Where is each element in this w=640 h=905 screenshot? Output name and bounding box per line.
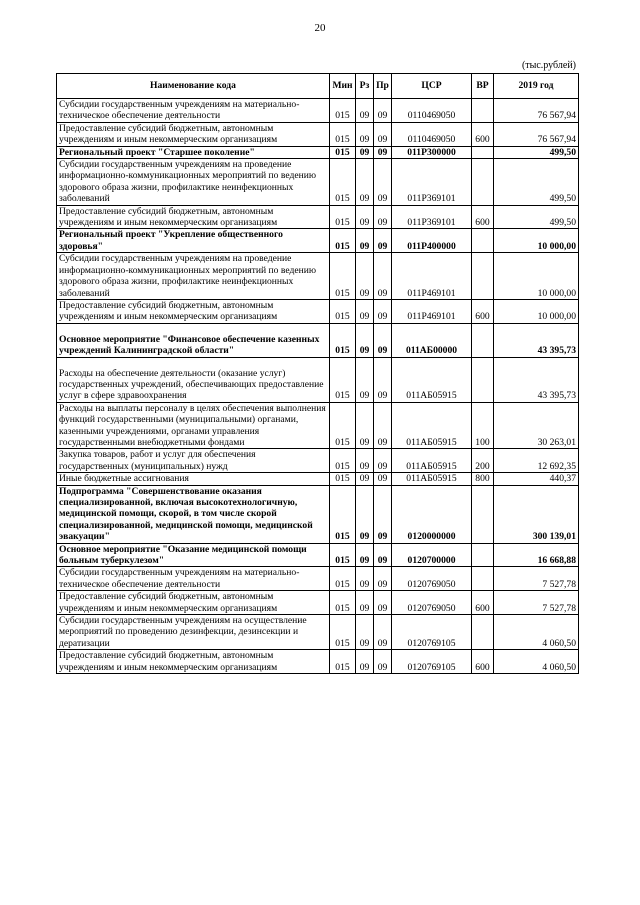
cell-vr [472, 99, 494, 123]
cell-pr: 09 [374, 473, 392, 485]
table-row [57, 357, 579, 402]
cell-pr: 09 [374, 485, 392, 543]
cell-min: 015 [330, 543, 356, 567]
cell-pr: 09 [374, 357, 392, 402]
cell-pr: 09 [374, 650, 392, 674]
cell-csr: 011АБ05915 [392, 357, 472, 402]
cell-amount: 300 139,01 [494, 485, 579, 543]
cell-pr: 09 [374, 299, 392, 323]
cell-amount: 4 060,50 [494, 650, 579, 674]
cell-pr: 09 [374, 253, 392, 300]
table-row [57, 567, 579, 591]
cell-vr: 600 [472, 205, 494, 229]
cell-vr: 600 [472, 591, 494, 615]
cell-amount: 76 567,94 [494, 99, 579, 123]
cell-amount: 10 000,00 [494, 299, 579, 323]
cell-name: Субсидии государственным учреждениям на осуществление мероприятий по проведению дезинфекции, дезинсекции и дератизации [57, 615, 330, 650]
cell-csr: 011P469101 [392, 253, 472, 300]
cell-name: Предоставление субсидий бюджетным, автономным учреждениям и иным некоммерческим организациям [57, 591, 330, 615]
cell-csr: 011P400000 [392, 229, 472, 253]
cell-vr: 600 [472, 122, 494, 146]
cell-vr [472, 253, 494, 300]
cell-rz: 09 [356, 543, 374, 567]
table-row [57, 591, 579, 615]
cell-min: 015 [330, 299, 356, 323]
cell-vr [472, 615, 494, 650]
table-row [57, 159, 579, 206]
cell-rz: 09 [356, 205, 374, 229]
cell-amount: 43 395,73 [494, 323, 579, 357]
cell-csr: 011АБ05915 [392, 402, 472, 449]
cell-rz: 09 [356, 99, 374, 123]
table-row [57, 543, 579, 567]
cell-csr: 0120769105 [392, 650, 472, 674]
cell-min: 015 [330, 402, 356, 449]
cell-rz: 09 [356, 449, 374, 473]
cell-pr: 09 [374, 449, 392, 473]
cell-pr: 09 [374, 122, 392, 146]
cell-amount: 499,50 [494, 205, 579, 229]
cell-min: 015 [330, 205, 356, 229]
cell-vr: 600 [472, 299, 494, 323]
cell-pr: 09 [374, 615, 392, 650]
cell-rz: 09 [356, 402, 374, 449]
cell-min: 015 [330, 99, 356, 123]
header-rz: Рз [356, 74, 374, 99]
cell-csr: 011P300000 [392, 146, 472, 158]
cell-vr [472, 229, 494, 253]
header-csr: ЦСР [392, 74, 472, 99]
cell-min: 015 [330, 357, 356, 402]
cell-min: 015 [330, 229, 356, 253]
cell-vr [472, 357, 494, 402]
cell-min: 015 [330, 159, 356, 206]
cell-pr: 09 [374, 543, 392, 567]
table-body [57, 99, 579, 674]
cell-amount: 7 527,78 [494, 567, 579, 591]
cell-amount: 10 000,00 [494, 253, 579, 300]
cell-csr: 0110469050 [392, 99, 472, 123]
cell-name: Региональный проект "Укрепление общественного здоровья" [57, 229, 330, 253]
cell-vr [472, 323, 494, 357]
table-header-row [57, 74, 579, 99]
table-row [57, 299, 579, 323]
cell-rz: 09 [356, 615, 374, 650]
cell-csr: 0120700000 [392, 543, 472, 567]
cell-name: Иные бюджетные ассигнования [57, 473, 330, 485]
cell-rz: 09 [356, 323, 374, 357]
cell-csr: 0120000000 [392, 485, 472, 543]
cell-csr: 0120769050 [392, 567, 472, 591]
cell-name: Субсидии государственным учреждениям на материально-техническое обеспечение деятельности [57, 567, 330, 591]
cell-rz: 09 [356, 485, 374, 543]
header-pr: Пр [374, 74, 392, 99]
cell-name: Предоставление субсидий бюджетным, автономным учреждениям и иным некоммерческим организациям [57, 205, 330, 229]
cell-rz: 09 [356, 253, 374, 300]
cell-min: 015 [330, 122, 356, 146]
cell-rz: 09 [356, 146, 374, 158]
cell-min: 015 [330, 485, 356, 543]
table-row [57, 253, 579, 300]
cell-amount: 30 263,01 [494, 402, 579, 449]
cell-min: 015 [330, 591, 356, 615]
cell-pr: 09 [374, 567, 392, 591]
cell-rz: 09 [356, 591, 374, 615]
header-year: 2019 год [494, 74, 579, 99]
table-row [57, 205, 579, 229]
header-name: Наименование кода [57, 74, 330, 99]
cell-name: Расходы на обеспечение деятельности (оказание услуг) государственных учреждений, обеспечивающих предоставление услуг в сфере здравоохранения [57, 357, 330, 402]
cell-min: 015 [330, 473, 356, 485]
header-min: Мин [330, 74, 356, 99]
table-row [57, 650, 579, 674]
cell-vr: 600 [472, 650, 494, 674]
table-row [57, 323, 579, 357]
cell-csr: 0120769050 [392, 591, 472, 615]
table-row [57, 485, 579, 543]
cell-csr: 011АБ05915 [392, 449, 472, 473]
table-row [57, 449, 579, 473]
cell-pr: 09 [374, 205, 392, 229]
cell-rz: 09 [356, 650, 374, 674]
cell-pr: 09 [374, 323, 392, 357]
header-vr: ВР [472, 74, 494, 99]
cell-vr [472, 146, 494, 158]
cell-name: Основное мероприятие "Оказание медицинской помощи больным туберкулезом" [57, 543, 330, 567]
cell-vr: 200 [472, 449, 494, 473]
cell-name: Субсидии государственным учреждениям на проведение информационно-коммуникационных мероприятий по ведению здорового образа жизни, профилактике неинфекционных заболеваний [57, 253, 330, 300]
cell-vr: 800 [472, 473, 494, 485]
table-row [57, 402, 579, 449]
cell-pr: 09 [374, 159, 392, 206]
cell-amount: 499,50 [494, 159, 579, 206]
cell-rz: 09 [356, 357, 374, 402]
table-row [57, 122, 579, 146]
cell-pr: 09 [374, 591, 392, 615]
cell-csr: 011P369101 [392, 159, 472, 206]
cell-amount: 16 668,88 [494, 543, 579, 567]
cell-min: 015 [330, 449, 356, 473]
table-row [57, 146, 579, 158]
cell-name: Основное мероприятие "Финансовое обеспечение казенных учреждений Калининградской области" [57, 323, 330, 357]
cell-min: 015 [330, 253, 356, 300]
cell-csr: 011P369101 [392, 205, 472, 229]
cell-pr: 09 [374, 229, 392, 253]
table-row [57, 473, 579, 485]
cell-amount: 10 000,00 [494, 229, 579, 253]
cell-csr: 0120769105 [392, 615, 472, 650]
cell-min: 015 [330, 323, 356, 357]
cell-pr: 09 [374, 99, 392, 123]
cell-name: Предоставление субсидий бюджетным, автономным учреждениям и иным некоммерческим организациям [57, 122, 330, 146]
cell-amount: 440,37 [494, 473, 579, 485]
table-row [57, 229, 579, 253]
cell-amount: 43 395,73 [494, 357, 579, 402]
units-label: (тыс.рублей) [521, 60, 576, 71]
cell-name: Субсидии государственным учреждениям на материально-техническое обеспечение деятельности [57, 99, 330, 123]
cell-rz: 09 [356, 229, 374, 253]
cell-rz: 09 [356, 159, 374, 206]
cell-name: Региональный проект "Старшее поколение" [57, 146, 330, 158]
cell-rz: 09 [356, 299, 374, 323]
cell-vr [472, 485, 494, 543]
cell-csr: 0110469050 [392, 122, 472, 146]
cell-rz: 09 [356, 122, 374, 146]
cell-amount: 12 692,35 [494, 449, 579, 473]
cell-csr: 011АБ00000 [392, 323, 472, 357]
cell-csr: 011АБ05915 [392, 473, 472, 485]
cell-rz: 09 [356, 473, 374, 485]
cell-name: Предоставление субсидий бюджетным, автономным учреждениям и иным некоммерческим организациям [57, 650, 330, 674]
cell-name: Расходы на выплаты персоналу в целях обеспечения выполнения функций государственными (муниципальными) органами, казенными учреждениями, органами управления государственными внебюджетными фондами [57, 402, 330, 449]
cell-min: 015 [330, 650, 356, 674]
table-row [57, 99, 579, 123]
cell-min: 015 [330, 567, 356, 591]
page-number: 20 [314, 22, 326, 34]
cell-pr: 09 [374, 402, 392, 449]
cell-name: Предоставление субсидий бюджетным, автономным учреждениям и иным некоммерческим организациям [57, 299, 330, 323]
budget-table [56, 73, 579, 674]
cell-name: Субсидии государственным учреждениям на проведение информационно-коммуникационных мероприятий по ведению здорового образа жизни, профилактике неинфекционных заболеваний [57, 159, 330, 206]
cell-vr [472, 543, 494, 567]
cell-pr: 09 [374, 146, 392, 158]
cell-csr: 011P469101 [392, 299, 472, 323]
cell-amount: 7 527,78 [494, 591, 579, 615]
cell-amount: 499,50 [494, 146, 579, 158]
cell-amount: 4 060,50 [494, 615, 579, 650]
cell-name: Подпрограмма "Совершенствование оказания специализированной, включая высокотехнологичную, медицинской помощи, скорой, в том числе скорой специализированной, медицинской помощи, медицинской эвакуации" [57, 485, 330, 543]
cell-rz: 09 [356, 567, 374, 591]
cell-vr: 100 [472, 402, 494, 449]
cell-vr [472, 567, 494, 591]
cell-name: Закупка товаров, работ и услуг для обеспечения государственных (муниципальных) нужд [57, 449, 330, 473]
cell-min: 015 [330, 615, 356, 650]
table-row [57, 615, 579, 650]
cell-vr [472, 159, 494, 206]
cell-min: 015 [330, 146, 356, 158]
cell-amount: 76 567,94 [494, 122, 579, 146]
